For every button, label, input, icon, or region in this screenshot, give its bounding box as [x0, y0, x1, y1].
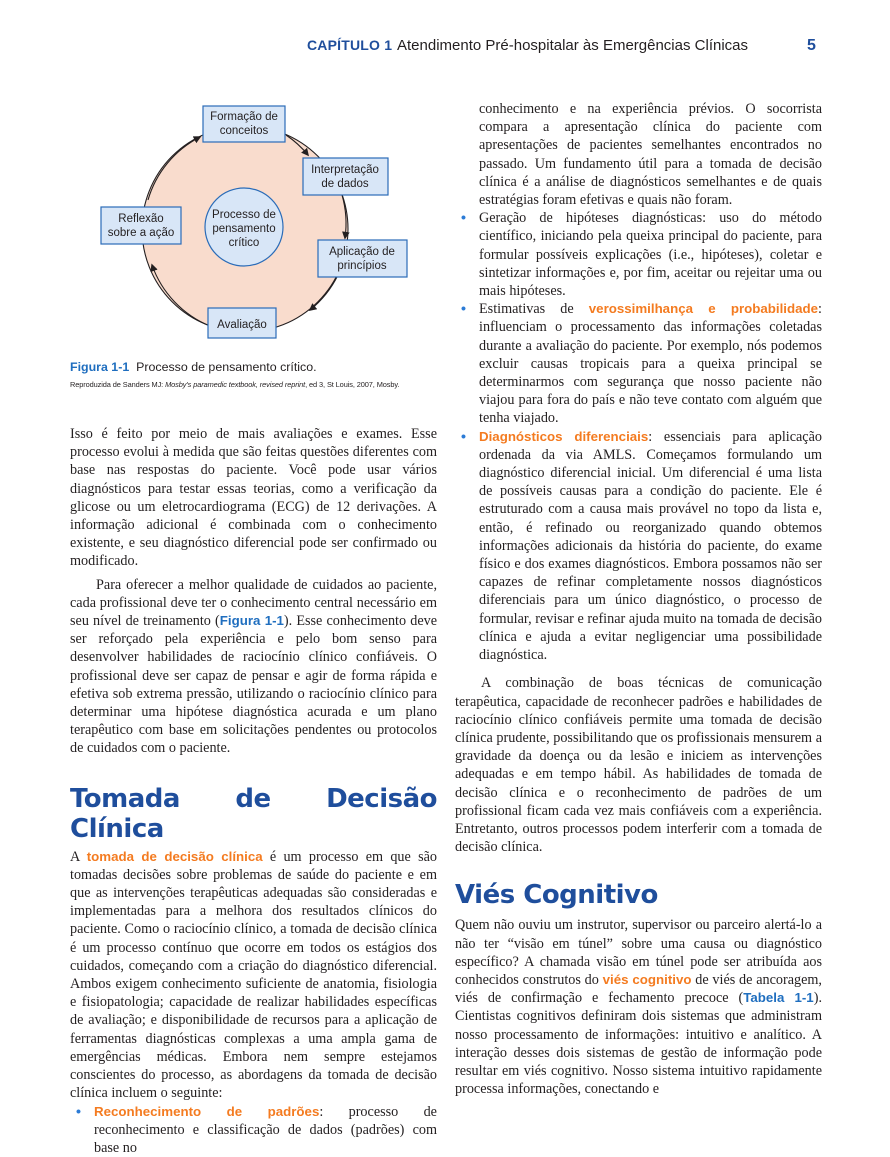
- box-line: conceitos: [220, 125, 269, 137]
- list-item-continuation: [455, 100, 822, 209]
- chapter-title: Atendimento Pré-hospitalar às Emergências Clínicas: [397, 37, 748, 54]
- critical-thinking-figure: [70, 100, 437, 400]
- paragraph: [70, 576, 437, 758]
- figure-reference-link[interactable]: Figura 1-1: [220, 613, 284, 628]
- source-suffix: , ed 3, St Louis, 2007, Mosby.: [305, 380, 399, 389]
- key-term: tomada de decisão clínica: [87, 849, 263, 864]
- figure-source: [70, 380, 399, 389]
- text-run: conhecimento e na experiência prévios. O socorrista compara a apresentação clínica do paciente com apresentações de pacientes semelhantes encontrados no passado. Um fundamento útil para a tomada de decisão clínica é a análise de diagnósticos semelhantes e de quais estratégias foram efetivas e quais não foram.: [479, 101, 822, 208]
- text-run: A: [70, 849, 87, 865]
- figure-caption-label: Figura 1-1: [70, 360, 129, 374]
- text-run: Quem não ouviu um instrutor, supervisor ou parceiro alertá-lo a não ter “visão em túnel” sobre uma causa ou diagnóstico específico? A chamada visão em túnel pode ser atribuída aos conhecidos construtos do: [455, 917, 822, 988]
- section-heading: Viés Cognitivo: [455, 880, 822, 910]
- page-number: 5: [807, 37, 816, 55]
- right-column: [455, 100, 822, 1098]
- source-book-title: Mosby's paramedic textbook, revised reprint: [165, 380, 305, 389]
- list-item: [455, 209, 822, 300]
- center-line: pensamento: [212, 223, 275, 235]
- approach-list: [70, 1103, 437, 1157]
- key-term: Diagnósticos diferenciais: [479, 429, 648, 444]
- center-line: crítico: [229, 237, 260, 249]
- text-run: : influenciam o processamento das informações coletadas durante a avaliação do paciente. Por exemplo, nós podemos excluir causas tropicais para a queixa principal se determinarmos com segurança que nosso paciente não viajou para fora do país e não teve contato com alguém que tenha viajado.: [479, 301, 822, 426]
- source-prefix: Reproduzida de Sanders MJ:: [70, 380, 165, 389]
- box-line: Formação de: [210, 111, 278, 123]
- paragraph: [455, 916, 822, 1098]
- box-line: princípios: [337, 260, 386, 272]
- box-reflexao-sobre-a-acao: [101, 207, 181, 244]
- center-node: [205, 188, 283, 266]
- text-run: ). Esse conhecimento deve ser reforçado pela experiência e pelo bom senso para desenvolver habilidades de raciocínio clínico confiáveis. O profissional deve ser capaz de pensar e agir de forma rápida e efetiva sob extrema pressão, utilizando o raciocínio clínico para determinar uma hipótese diagnóstica acurada e um plano terapêutico com base em solicitações pendentes ou protocolos de cuidados com o paciente.: [70, 613, 437, 756]
- figure-caption: [70, 360, 317, 374]
- critical-thinking-diagram: [70, 100, 437, 400]
- box-line: Aplicação de: [329, 246, 395, 258]
- paragraph: [70, 848, 437, 1103]
- key-term: verossimilhança e probabilidade: [589, 301, 818, 316]
- list-item: [70, 1103, 437, 1157]
- box-line: Interpretação: [311, 164, 379, 176]
- section-heading: Tomada de Decisão Clínica: [70, 784, 437, 844]
- box-line: sobre a ação: [108, 227, 175, 239]
- table-reference-link[interactable]: Tabela 1-1: [743, 990, 813, 1005]
- text-run: : essenciais para aplicação ordenada da via AMLS. Começamos formulando um diagnóstico diferencial inicial. Um diferencial é uma lista de possíveis causas para a condição do paciente. Ele é estruturado com a causa mais provável no topo da lista e, então, é refinado ou reorganizado quando obtemos informações adicionais da história do paciente, do exame físico e dos exames diagnósticos. Embora possamos não ser capazes de refinar completamente nossos diagnósticos diferenciais para um único diagnóstico, o processo de formular, revisar e refinar ajuda muito na tomada de decisão clínica e ajuda a evitar negligenciar uma possibilidade diagnóstica.: [479, 429, 822, 663]
- list-item: [455, 300, 822, 427]
- box-avaliacao: [208, 308, 276, 338]
- box-line: de dados: [321, 178, 369, 190]
- left-column: [70, 425, 437, 1157]
- box-interpretacao-de-dados: [303, 158, 388, 195]
- text-run: : processo de reconhecimento e classificação de dados (padrões) com base no: [94, 1104, 437, 1156]
- text-run: ). Cientistas cognitivos definiram dois sistemas que administram nosso processamento de informações: intuitivo e analítico. A interação desses dois sistemas de gestão de informação pode resultar em viés cognitivo. Nosso sistema intuitivo rapidamente processa informações, conectando e: [455, 990, 822, 1097]
- text-run: Estimativas de: [479, 301, 589, 317]
- list-item: [455, 428, 822, 665]
- key-term: viés cognitivo: [603, 972, 692, 987]
- box-line: Avaliação: [217, 319, 267, 331]
- approach-list-continued: [455, 100, 822, 664]
- text-run: de viés de ancoragem, viés de confirmação e fechamento precoce (: [455, 972, 822, 1006]
- paragraph: Isso é feito por meio de mais avaliações e exames. Esse processo evolui à medida que são feitas questões diferentes com base nas respostas do paciente. Você pode usar vários diagnósticos para testar essas teorias, como a verificação da glicose ou um eletrocardiograma (ECG) de 12 derivações. A informação adicional é combinada com o conhecimento existente, e seu diagnóstico diferencial pode ser confirmado ou modificado.: [70, 425, 437, 571]
- key-term: Reconhecimento de padrões: [94, 1104, 319, 1119]
- text-run: Para oferecer a melhor qualidade de cuidados ao paciente, cada profissional deve ter o conhecimento central necessário em seu nível de treinamento (: [70, 577, 437, 629]
- center-line: Processo de: [212, 209, 276, 221]
- box-formacao-de-conceitos: [203, 106, 285, 142]
- figure-caption-text: Processo de pensamento crítico.: [136, 360, 316, 374]
- paragraph: A combinação de boas técnicas de comunicação terapêutica, capacidade de reconhecer padrões e habilidades de raciocínio clínico confiáveis permite uma tomada de decisão clínica prudente, possibilitando que os profissionais mensurem a gravidade da doença ou da lesão e iniciem as intervenções adequadas e em tempo hábil. As habilidades de tomada de decisão clínica e o reconhecimento de padrões de um profissional ficam cada vez mais confiáveis com a experiência. Entretanto, outros processos podem interferir com a tomada de decisão clínica.: [455, 674, 822, 856]
- chapter-label: CAPÍTULO 1: [307, 37, 392, 53]
- text-run: é um processo em que são tomadas decisões sobre problemas de saúde do paciente e em que as intervenções terapêuticas adequadas são consideradas e implementadas para a melhora dos resultados clínicos do paciente. Como o raciocínio clínico, a tomada de decisão clínica é um processo contínuo que ocorre em todos os estágios dos cuidados, começando com a criação do diagnóstico diferencial. Ambos exigem conhecimento suficiente de anatomia, fisiologia e fisiopatologia; capacidade de realizar habilidades específicas de avaliação; e disponibilidade de recursos para a aplicação de ferramentas diagnósticas complexas a uma ampla gama de emergências médicas. Embora nem sempre estejamos conscientes do processo, as abordagens da tomada de decisão clínica incluem o seguinte:: [70, 849, 437, 1102]
- running-header: [0, 37, 890, 61]
- box-line: Reflexão: [118, 213, 163, 225]
- box-aplicacao-de-principios: [318, 240, 407, 277]
- text-run: Geração de hipóteses diagnósticas: uso do método científico, iniciando pela queixa principal do paciente, para formular possíveis explicações (i.e., hipóteses), coletar e sintetizar informações e, por fim, aceitar ou rejeitar uma ou mais hipóteses.: [479, 210, 822, 299]
